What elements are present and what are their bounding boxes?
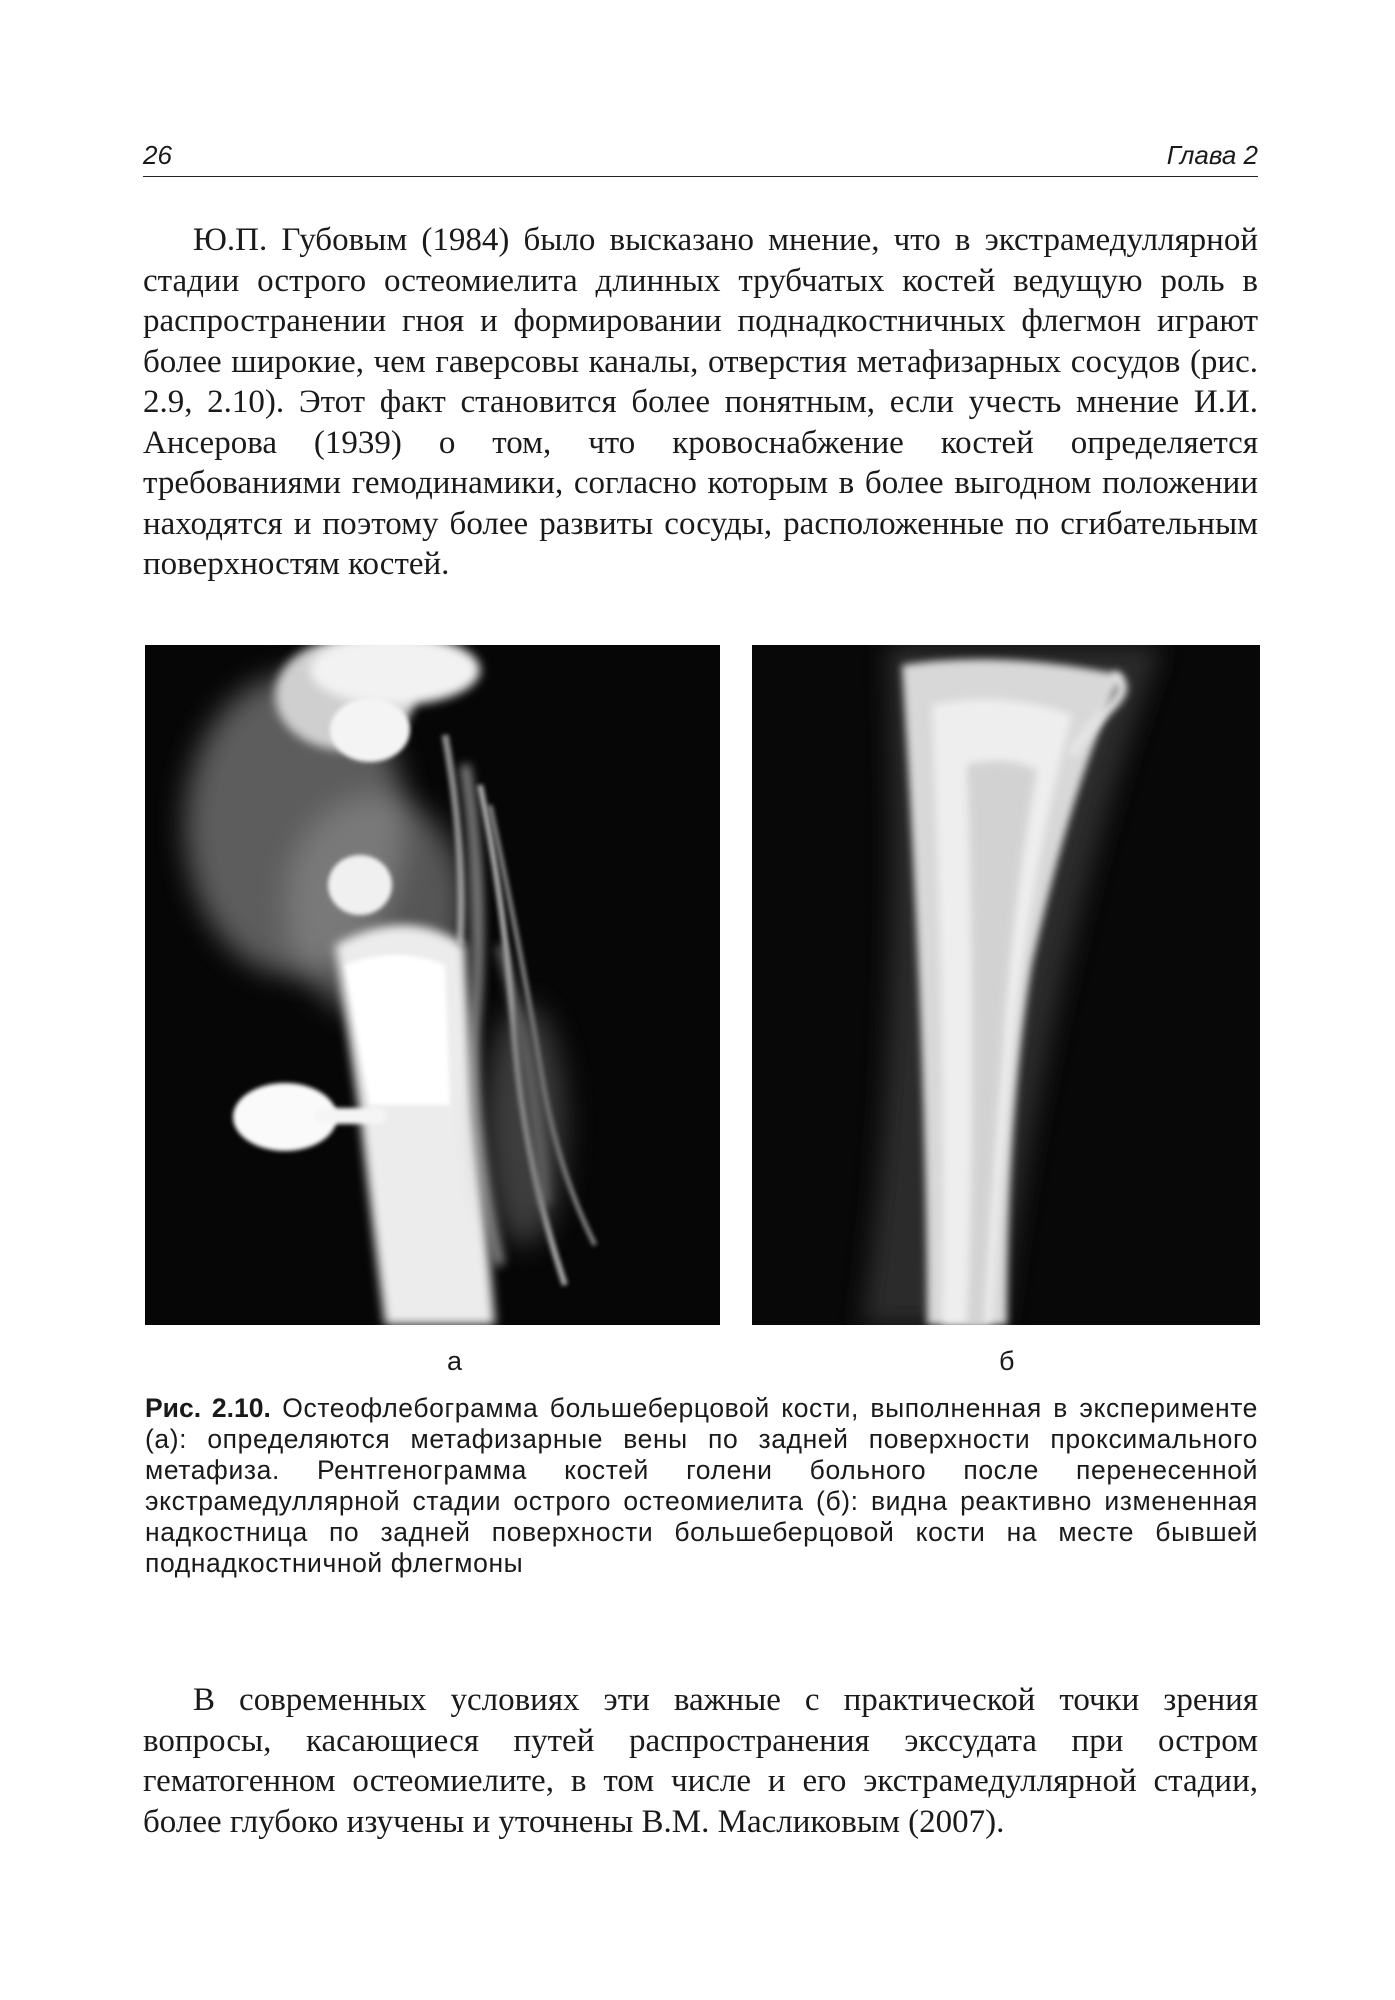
figure-caption: [145, 1393, 1258, 1579]
figure-label-b: б: [999, 1346, 1015, 1376]
figure-caption-label: Рис. 2.10.: [145, 1393, 271, 1423]
tibia-radiograph-image: [752, 645, 1260, 1325]
body-paragraph: В современных условиях эти важные с практической точки зрения вопросы, касающиеся путей распространения экссудата при остром гематогенном остеомиелите, в том числе и его экстрамедуллярной стадии, более глубоко изучены и уточнены В.М. Масликовым (2007).: [143, 1682, 1258, 1840]
figure-label-a: а: [447, 1346, 463, 1376]
osteophlebogram-image: [145, 645, 720, 1325]
body-paragraph: Ю.П. Губовым (1984) было высказано мнение, что в экстрамедуллярной стадии острого остеомиелита длинных трубчатых костей ведущую роль в распространении гноя и формировании поднадкостничных флегмон играют более широкие, чем гаверсовы каналы, отверстия метафизарных сосудов (рис. 2.9, 2.10). Этот факт становится более понятным, если учесть мнение И.И. Ансерова (1939) о том, что кровоснабжение костей определяется требованиями гемодинамики, согласно которым в более выгодном положении находятся и поэтому более развиты сосуды, расположенные по сгибательным поверхностям костей.: [143, 222, 1258, 582]
page-number: 26: [143, 140, 172, 170]
running-header: [143, 136, 1258, 177]
chapter-title: Глава 2: [1166, 140, 1258, 170]
figure-caption-text: Остеофлебограмма большеберцовой кости, выполненная в эксперименте (а): определяются метафизарные вены по задней поверхности проксимального метафиза. Рентгенограмма костей голени больного после перенесенной экстрамедуллярной стадии острого остеомиелита (б): видна реактивно измененная надкостница по задней поверхности большеберцовой кости на месте бывшей поднадкостничной флегмоны: [145, 1393, 1258, 1578]
